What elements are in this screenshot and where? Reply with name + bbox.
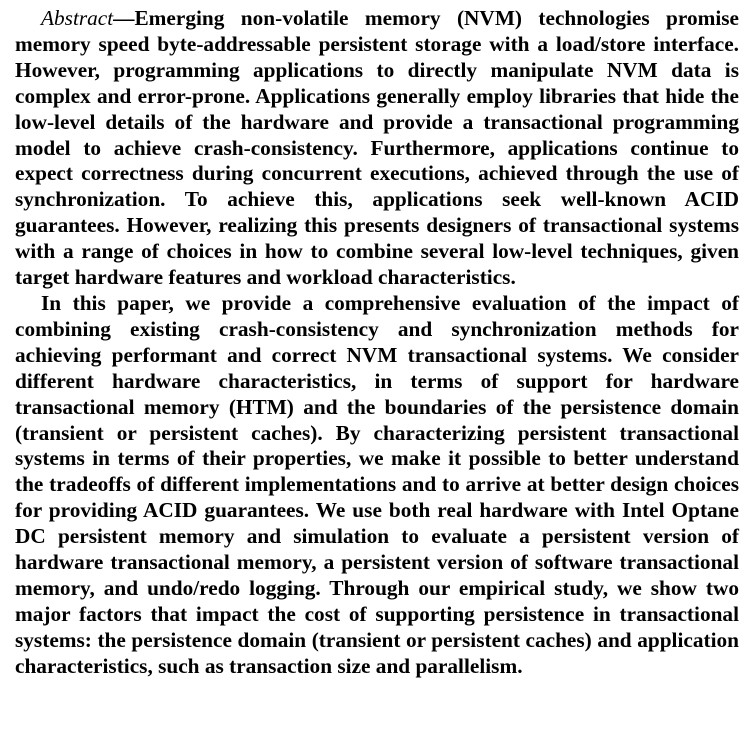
abstract-paragraph-1 <box>15 6 739 291</box>
abstract-paragraph-2: In this paper, we provide a comprehensive evaluation of the impact of combining existing crash-consistency and synchronization methods for achieving performant and correct NVM transactional systems. We consider different hardware characteristics, in terms of support for hardware transactional memory (HTM) and the boundaries of the persistence domain (transient or persistent caches). By characterizing persistent transactional systems in terms of their properties, we make it possible to better understand the tradeoffs of different implementations and to arrive at better design choices for providing ACID guarantees. We use both real hardware with Intel Optane DC persistent memory and simulation to evaluate a persistent version of hardware transactional memory, a persistent version of software transactional memory, and undo/redo logging. Through our empirical study, we show two major factors that impact the cost of supporting persistence in transactional systems: the persistence domain (transient or persistent caches) and application characteristics, such as transaction size and parallelism. <box>15 290 739 678</box>
abstract-section <box>15 6 739 680</box>
abstract-dash: — <box>113 6 135 30</box>
abstract-paragraph-1-text: Emerging non-volatile memory (NVM) technologies promise memory speed byte-addressable persistent storage with a load/store interface. However, programming applications to directly manipulate NVM data is complex and error-prone. Applications generally employ libraries that hide the low-level details of the hardware and provide a transactional programming model to achieve crash-consistency. Furthermore, applications continue to expect correctness during concurrent executions, achieved through the use of synchronization. To achieve this, applications seek well-known ACID guarantees. However, realizing this presents designers of transactional systems with a range of choices in how to combine several low-level techniques, given target hardware features and workload characteristics. <box>15 6 739 290</box>
abstract-label: Abstract <box>41 6 114 30</box>
